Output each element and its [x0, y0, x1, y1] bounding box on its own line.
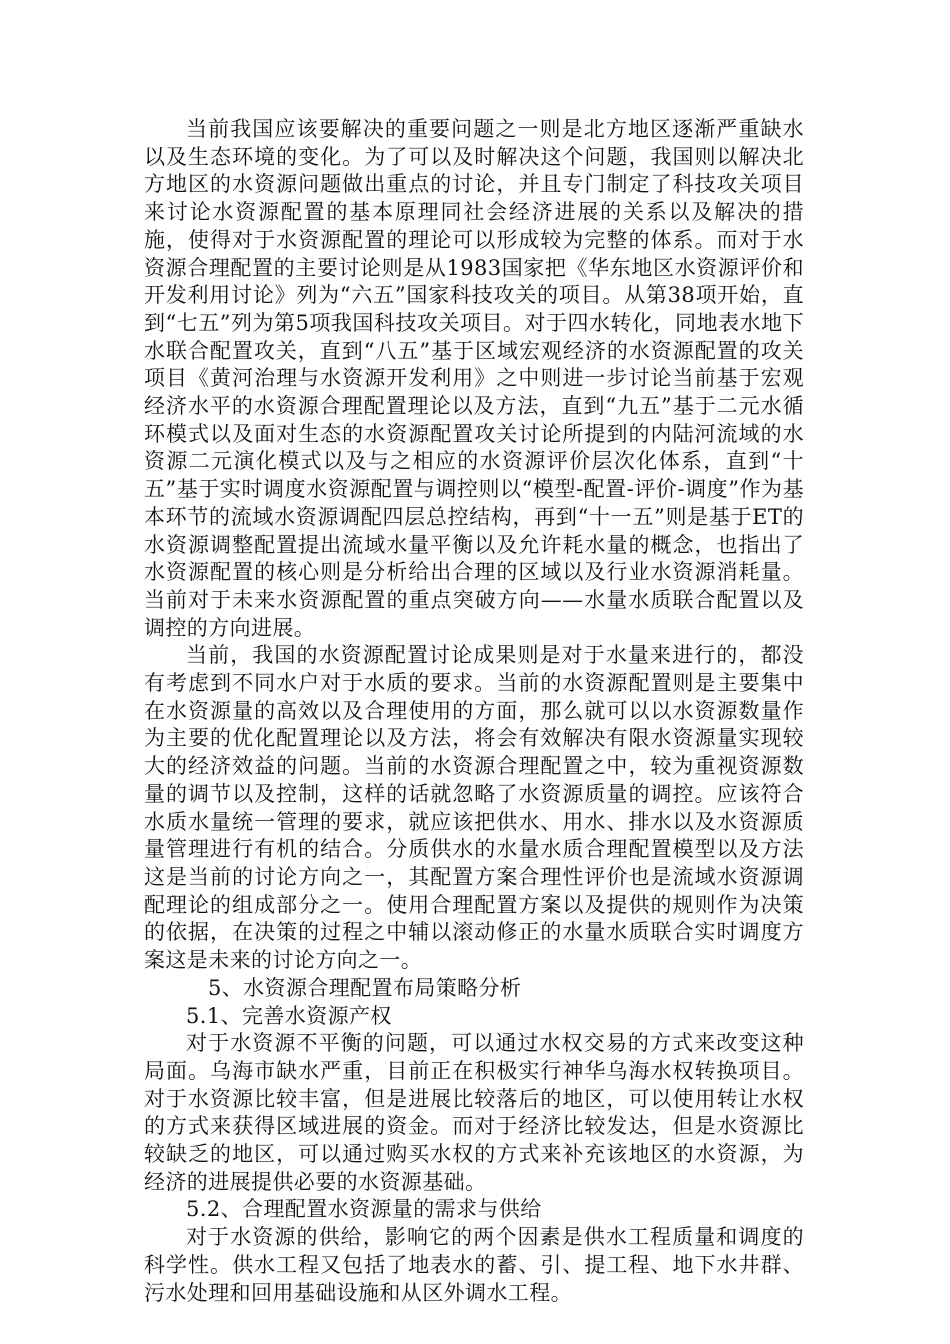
section-heading: 5、水资源合理配置布局策略分析 [208, 975, 522, 1000]
subsection-heading: 5.2、合理配置水资源量的需求与供给 [186, 1197, 542, 1222]
body-paragraph: 对于水资源不平衡的问题，可以通过水权交易的方式来改变这种局面。乌海市缺水严重，目前正在积极实行神华乌海水权转换项目。对于水资源比较丰富，但是进展比较落后的地区，可以使用转让水权的方式来获得区域进展的资金。而对于经济比较发达，但是水资源比较缺乏的地区，可以通过购买水权的方式来补充该地区的水资源，为经济的进展提供必要的水资源基础。 [144, 1031, 804, 1194]
body-paragraph: 当前我国应该要解决的重要问题之一则是北方地区逐渐严重缺水以及生态环境的变化。为了可以及时解决这个问题，我国则以解决北方地区的水资源问题做出重点的讨论，并且专门制定了科技攻关项目来讨论水资源配置的基本原理同社会经济进展的关系以及解决的措施，使得对于水资源配置的理论可以形成较为完整的体系。而对于水资源合理配置的主要讨论则是从1983国家把《华东地区水资源评价和开发利用讨论》列为“六五”国家科技攻关的项目。从第38项开始，直到“七五”列为第5项我国科技攻关项目。对于四水转化，同地表水地下水联合配置攻关，直到“八五”基于区域宏观经济的水资源配置的攻关项目《黄河治理与水资源开发利用》之中则进一步讨论当前基于宏观经济水平的水资源合理配置理论以及方法，直到“九五”基于二元水循环模式以及面对生态的水资源配置攻关讨论所提到的内陆河流域的水资源二元演化模式以及与之相应的水资源评价层次化体系，直到“十五”基于实时调度水资源配置与调控则以“模型-配置-评价-调度”作为基本环节的流域水资源调配四层总控结构，再到“十一五”则是基于ET的水资源调整配置提出流域水量平衡以及允许耗水量的概念，也指出了水资源配置的核心则是分析给出合理的区域以及行业水资源消耗量。当前对于未来水资源配置的重点突破方向——水量水质联合配置以及调控的方向进展。 [144, 117, 804, 640]
body-paragraph: 对于水资源的供给，影响它的两个因素是供水工程质量和调度的科学性。供水工程又包括了地表水的蓄、引、提工程、地下水井群、污水处理和回用基础设施和从区外调水工程。 [144, 1225, 804, 1305]
body-paragraph: 当前，我国的水资源配置讨论成果则是对于水量来进行的，都没有考虑到不同水户对于水质的要求。当前的水资源配置则是主要集中在水资源量的高效以及合理使用的方面，那么就可以以水资源数量作为主要的优化配置理论以及方法，将会有效解决有限水资源量实现较大的经济效益的问题。当前的水资源合理配置之中，较为重视资源数量的调节以及控制，这样的话就忽略了水资源质量的调控。应该符合水质水量统一管理的要求，就应该把供水、用水、排水以及水资源质量管理进行有机的结合。分质供水的水量水质合理配置模型以及方法这是当前的讨论方向之一，其配置方案合理性评价也是流域水资源调配理论的组成部分之一。使用合理配置方案以及提供的规则作为决策的依据，在决策的过程之中辅以滚动修正的水量水质联合实时调度方案这是未来的讨论方向之一。 [144, 643, 804, 973]
subsection-heading: 5.1、完善水资源产权 [186, 1003, 392, 1028]
document-page [144, 116, 804, 1307]
